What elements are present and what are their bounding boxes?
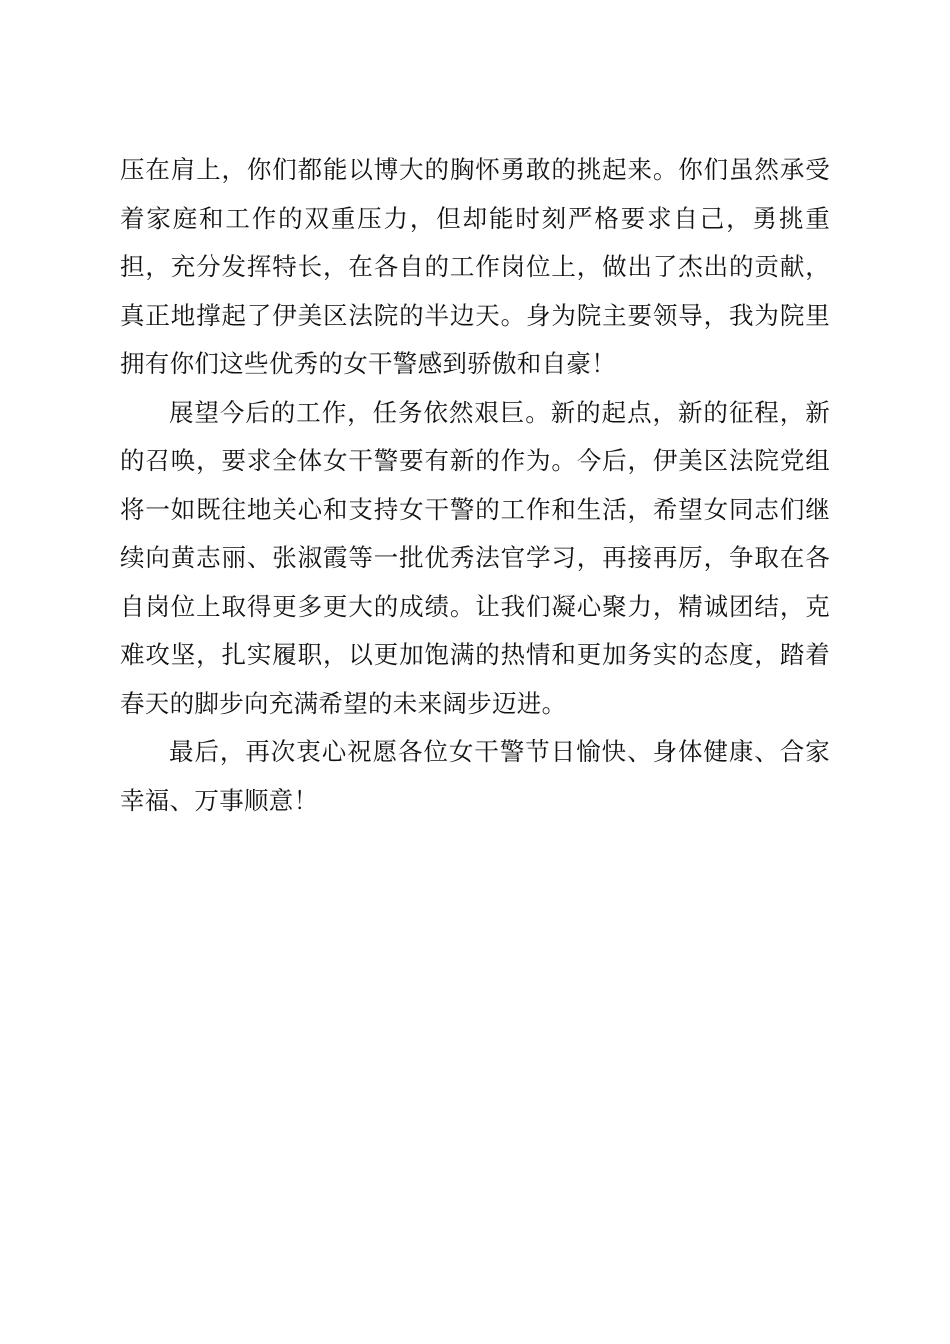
paragraph-continued: 压在肩上，你们都能以博大的胸怀勇敢的挑起来。你们虽然承受着家庭和工作的双重压力，但却能时刻严格要求自己，勇挑重担，充分发挥特长，在各自的工作岗位上，做出了杰出的贡献，真正地撑起了伊美区法院的半边天。身为院主要领导，我为院里拥有你们这些优秀的女干警感到骄傲和自豪！ [120,155,830,378]
document-body [120,146,830,825]
paragraph-closing: 最后，再次衷心祝愿各位女干警节日愉快、身体健康、合家幸福、万事顺意！ [120,737,830,815]
paragraph-outlook: 展望今后的工作，任务依然艰巨。新的起点，新的征程，新的召唤，要求全体女干警要有新的作为。今后，伊美区法院党组将一如既往地关心和支持女干警的工作和生活，希望女同志们继续向黄志丽、张淑霞等一批优秀法官学习，再接再厉，争取在各自岗位上取得更多更大的成绩。让我们凝心聚力，精诚团结，克难攻坚，扎实履职，以更加饱满的热情和更加务实的态度，踏着春天的脚步向充满希望的未来阔步迈进。 [120,397,830,718]
